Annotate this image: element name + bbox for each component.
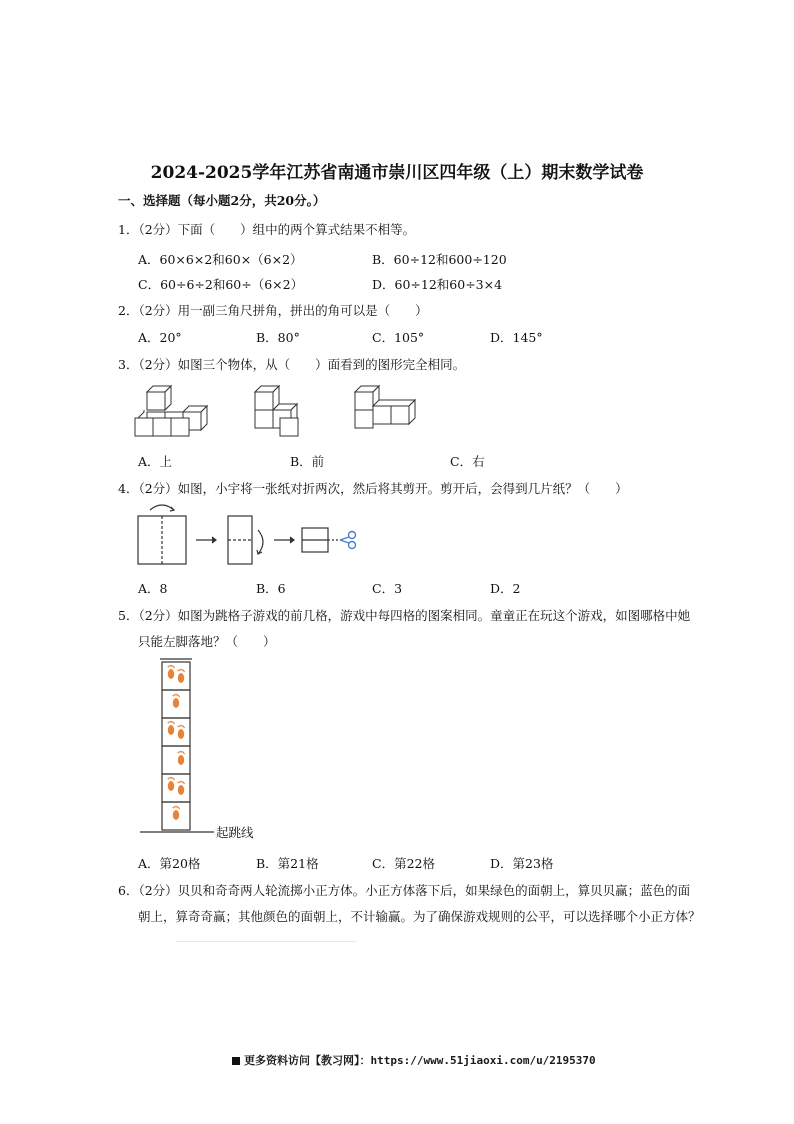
q3-option-c: C．右 (450, 454, 485, 469)
q1-option-a: A．60×6×2和60×（6×2） (138, 252, 303, 267)
figure-edge (176, 941, 356, 942)
cube-object-1 (135, 386, 207, 436)
q1-option-d: D．60÷12和60÷3×4 (372, 277, 503, 292)
question-6-stem-line1: 6．（2分）贝贝和奇奇两人轮流掷小正方体。小正方体落下后，如果绿色的面朝上，算贝贝赢；蓝色的面 (118, 883, 691, 898)
q5-option-d: D．第23格 (490, 856, 554, 871)
q5-option-c: C．第22格 (372, 856, 435, 871)
scissors-icon (340, 532, 356, 549)
question-1-stem: 1．（2分）下面（ ）组中的两个算式结果不相等。 (118, 222, 416, 237)
cube-object-3 (355, 386, 415, 428)
question-4-stem: 4．（2分）如图，小宇将一张纸对折两次，然后将其剪开。剪开后，会得到几片纸？（ ） (118, 481, 628, 496)
q4-option-c: C．3 (372, 581, 403, 596)
paper-folding-figure (136, 502, 366, 568)
question-5-stem-line2: 只能左脚落地？（ ） (138, 634, 276, 649)
q4-option-d: D．2 (490, 581, 521, 596)
q5-option-b: B．第21格 (256, 856, 319, 871)
question-5-stem-line1: 5．（2分）如图为跳格子游戏的前几格，游戏中每四格的图案相同。童童正在玩这个游戏，如图哪格中她 (118, 608, 691, 623)
q1-option-b: B．60÷12和600÷120 (372, 252, 507, 267)
section-heading: 一、选择题（每小题2分，共20分。） (118, 193, 326, 208)
page-title: 2024-2025学年江苏省南通市崇川区四年级（上）期末数学试卷 (150, 163, 644, 183)
q2-option-b: B．80° (256, 330, 300, 345)
q2-option-d: D．145° (490, 330, 543, 345)
cube-object-2 (255, 386, 298, 436)
flag-icon (232, 1057, 240, 1065)
q3-option-b: B．前 (290, 454, 325, 469)
footer (232, 1052, 596, 1068)
fold-arrow-2 (258, 530, 263, 554)
hopscotch-figure (140, 656, 260, 836)
start-line-label: 起跳线 (216, 825, 254, 840)
hopscotch-cell (162, 718, 190, 746)
q1-option-c: C．60÷6÷2和60÷（6×2） (138, 277, 304, 292)
q4-option-a: A．8 (138, 581, 168, 596)
q3-option-a: A．上 (138, 454, 173, 469)
question-3-stem: 3．（2分）如图三个物体，从（ ）面看到的图形完全相同。 (118, 357, 466, 372)
question-6-stem-line2: 朝上，算奇奇赢；其他颜色的面朝上，不计输赢。为了确保游戏规则的公平，可以选择哪个小正方体？ (138, 909, 701, 924)
q4-option-b: B．6 (256, 581, 286, 596)
q5-option-a: A．第20格 (138, 856, 201, 871)
hopscotch-cell (162, 746, 190, 774)
q2-option-a: A．20° (138, 330, 182, 345)
question-2-stem: 2．（2分）用一副三角尺拼角，拼出的角可以是（ ） (118, 303, 428, 318)
footer-link[interactable]: 更多资料访问【教习网】：https://www.51jiaoxi.com/u/2195370 (244, 1054, 596, 1067)
fold-arrow-1 (150, 505, 174, 510)
q2-option-c: C．105° (372, 330, 425, 345)
hopscotch-cell (162, 774, 190, 802)
cube-figures (130, 380, 430, 442)
hopscotch-cell (162, 662, 190, 690)
